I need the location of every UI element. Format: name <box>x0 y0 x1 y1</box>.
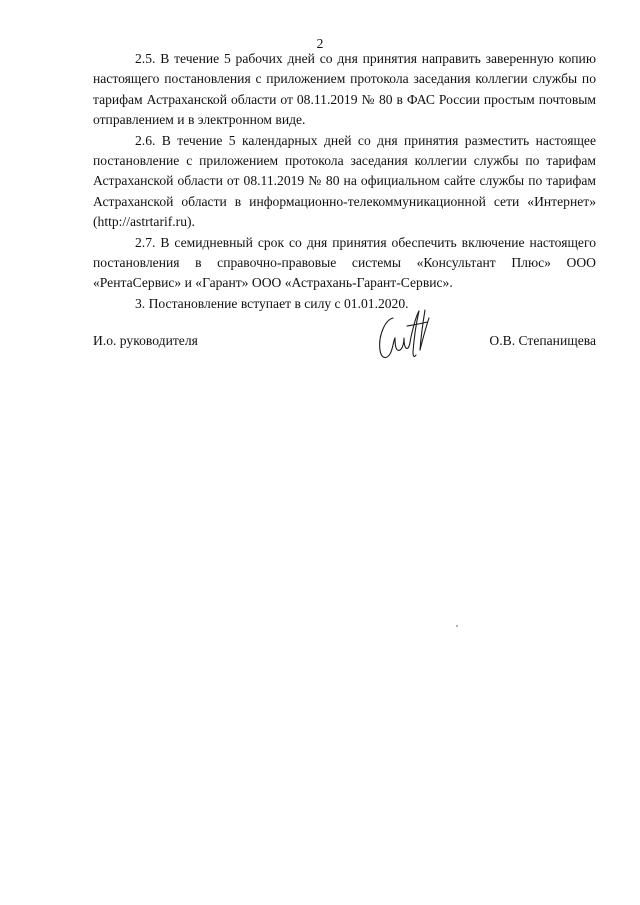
signature-block <box>93 308 596 368</box>
page-number: 2 <box>316 36 324 51</box>
paragraph-2-5: 2.5. В течение 5 рабочих дней со дня принятия направить заверенную копию настоящего постановления с приложением протокола заседания коллегии службы по тарифам Астраханской области от 08.11.2019 № 80 в ФАС России простым почтовым отправлением и в электронном виде. <box>93 51 596 128</box>
document-body <box>93 49 596 314</box>
paragraph-2-7: 2.7. В семидневный срок со дня принятия обеспечить включение настоящего постановления в справочно-правовые системы «Консультант Плюс» ООО «РентаСервис» и «Гарант» ООО «Астрахань-Гарант-Сервис». <box>93 234 596 291</box>
signer-name: О.В. Степанищева <box>489 333 596 348</box>
scan-speck <box>456 625 458 627</box>
handwritten-signature-icon <box>373 308 443 364</box>
paragraph-3: 3. Постановление вступает в силу с 01.01.2020. <box>135 295 409 311</box>
paragraph-2-6: 2.6. В течение 5 календарных дней со дня принятия разместить настоящее постановление с приложением протокола заседания коллегии службы по тарифам Астраханской области от 08.11.2019 № 80 на официальном сайте службы по тарифам Астраханской области в информационно-телекоммуникационной сети «Интернет» (http://astrtarif.ru). <box>93 132 596 230</box>
signer-title: И.о. руководителя <box>93 333 198 348</box>
